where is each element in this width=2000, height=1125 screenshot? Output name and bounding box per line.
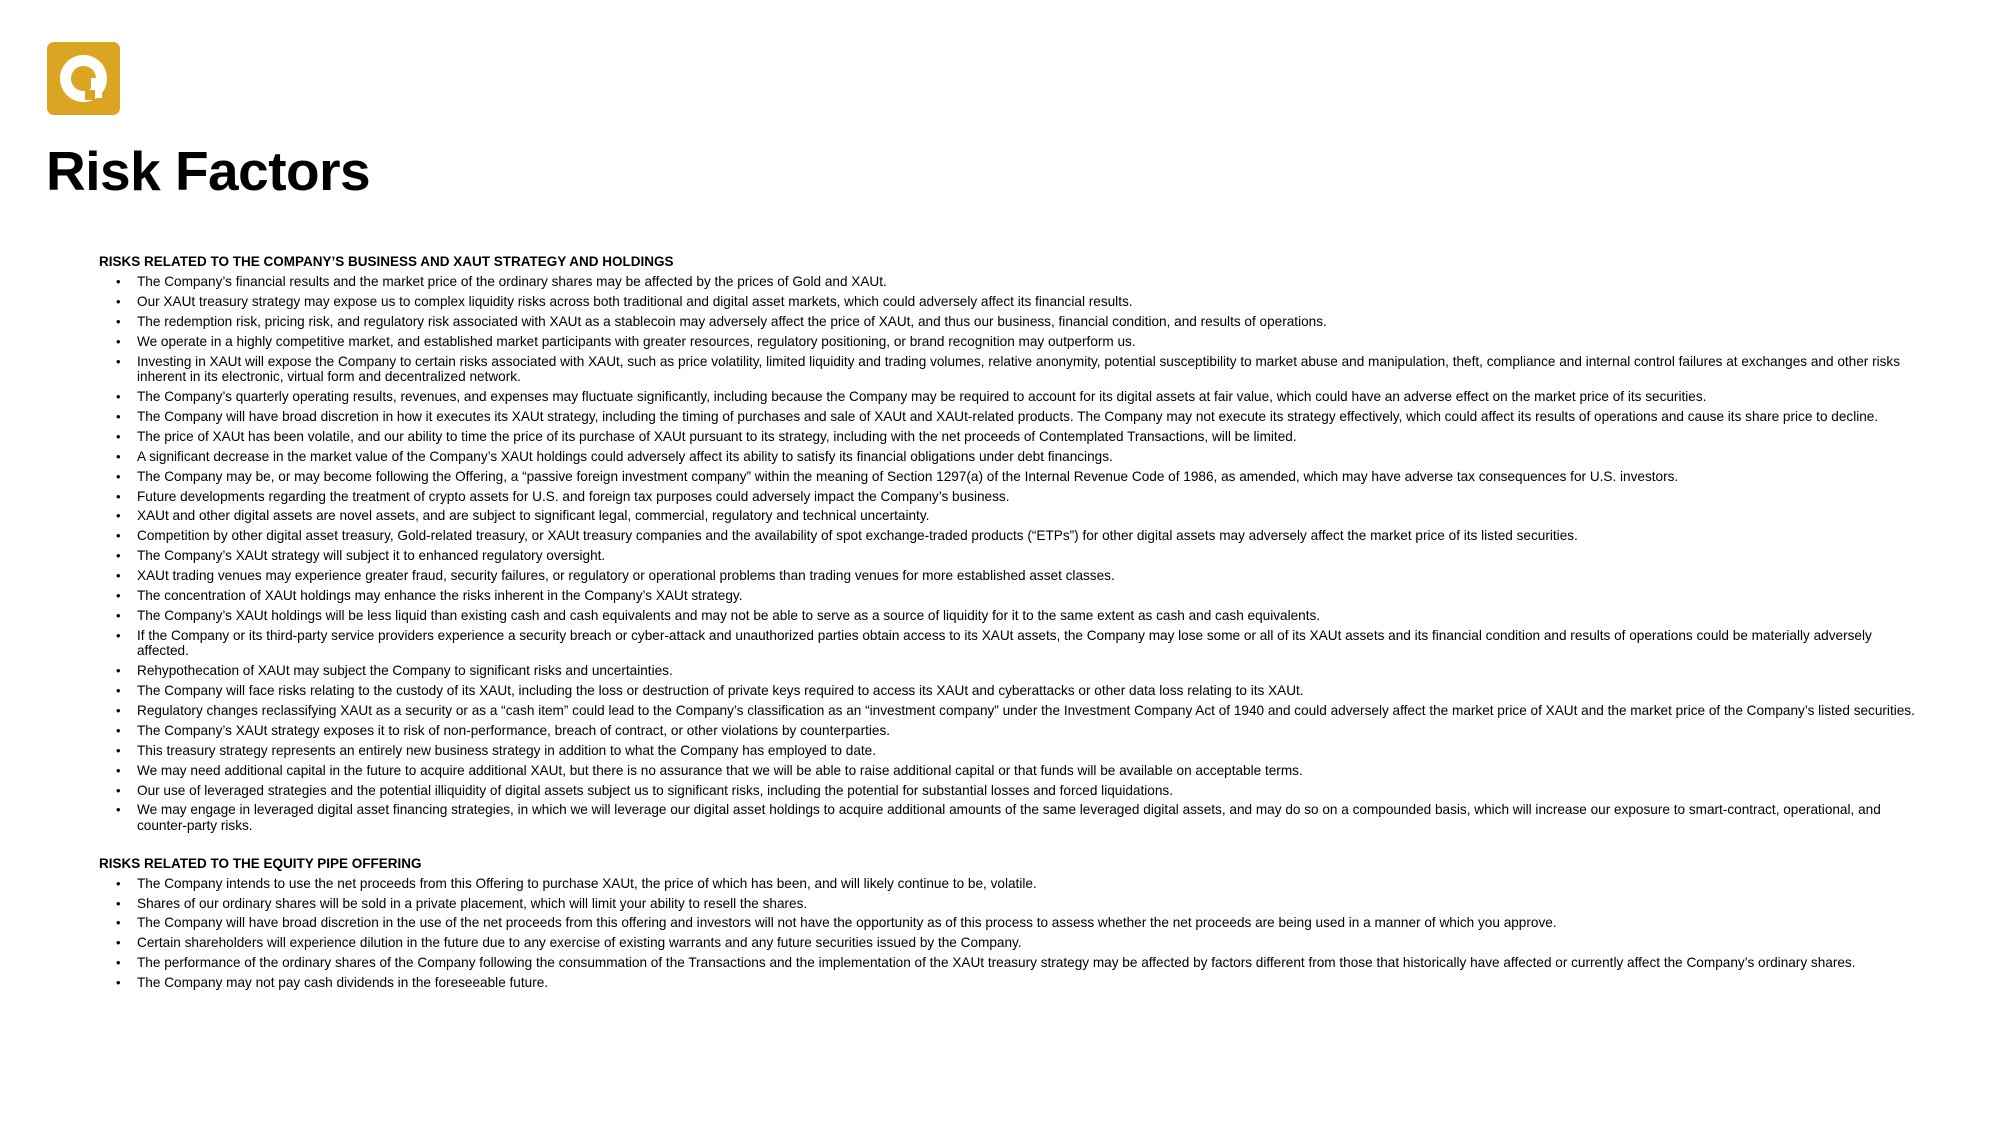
risk-item: • Our XAUt treasury strategy may expose us to complex liquidity risks across both traditional and digital asset markets, which could adversely affect its financial results. [99, 294, 1929, 310]
risk-item: • The Company’s XAUt strategy will subject it to enhanced regulatory oversight. [99, 548, 1929, 564]
company-logo [47, 42, 120, 115]
section-heading: RISKS RELATED TO THE EQUITY PIPE OFFERING [99, 855, 422, 871]
risk-item: • The performance of the ordinary shares of the Company following the consummation of the Transactions and the implementation of the XAUt treasury strategy may be affected by factors different from those that historically have affected or currently affect the Company’s ordinary shares. [99, 955, 1929, 971]
risk-item: • A significant decrease in the market value of the Company’s XAUt holdings could adversely affect its ability to satisfy its financial obligations under debt financings. [99, 449, 1929, 465]
risk-item: • The Company may be, or may become following the Offering, a “passive foreign investment company” within the meaning of Section 1297(a) of the Internal Revenue Code of 1986, as amended, which may have adverse tax consequences for U.S. investors. [99, 469, 1929, 485]
risk-item: • We may engage in leveraged digital asset financing strategies, in which we will leverage our digital asset holdings to acquire additional amounts of the same leveraged digital assets, and may do so on a compounded basis, which will increase our exposure to smart-contract, operational, and counter-party risks. [99, 802, 1929, 833]
risk-item: • The Company’s XAUt strategy exposes it to risk of non-performance, breach of contract, or other violations by counterparties. [99, 723, 1929, 739]
risk-item: • Our use of leveraged strategies and the potential illiquidity of digital assets subject us to significant risks, including the potential for substantial losses and forced liquidations. [99, 783, 1929, 799]
risk-item: • The Company will face risks relating to the custody of its XAUt, including the loss or destruction of private keys required to access its XAUt and cyberattacks or other data loss relating to its XAUt. [99, 683, 1929, 699]
a-letter-icon [47, 42, 120, 115]
risk-item: • The Company’s quarterly operating results, revenues, and expenses may fluctuate significantly, including because the Company may be required to account for its digital assets at fair value, which could have an adverse effect on the market price of its securities. [99, 389, 1929, 405]
risk-item: • The concentration of XAUt holdings may enhance the risks inherent in the Company’s XAUt strategy. [99, 588, 1929, 604]
section-heading: RISKS RELATED TO THE COMPANY’S BUSINESS AND XAUT STRATEGY AND HOLDINGS [99, 254, 674, 269]
risk-item: • The Company will have broad discretion in the use of the net proceeds from this offering and investors will not have the opportunity as of this process to assess whether the net proceeds are being used in a manner of which you approve. [99, 915, 1929, 931]
risk-item: • Competition by other digital asset treasury, Gold-related treasury, or XAUt treasury companies and the availability of spot exchange-traded products (“ETPs”) for other digital assets may adversely affect the market price of its listed securities. [99, 528, 1929, 544]
risk-item: • Certain shareholders will experience dilution in the future due to any exercise of existing warrants and any future securities issued by the Company. [99, 935, 1929, 951]
risk-item: • XAUt trading venues may experience greater fraud, security failures, or regulatory or operational problems than trading venues for more established asset classes. [99, 568, 1929, 584]
risk-list [99, 876, 1929, 991]
risk-item: • Investing in XAUt will expose the Company to certain risks associated with XAUt, such as price volatility, limited liquidity and trading volumes, relative anonymity, potential susceptibility to market abuse and manipulation, theft, compliance and internal control failures at exchanges and other risks inherent in its electronic, virtual form and decentralized network. [99, 354, 1929, 385]
risk-item: • The Company may not pay cash dividends in the foreseeable future. [99, 975, 1929, 991]
risk-item: • We may need additional capital in the future to acquire additional XAUt, but there is no assurance that we will be able to raise additional capital or that funds will be available on acceptable terms. [99, 763, 1929, 779]
risk-item: • Regulatory changes reclassifying XAUt as a security or as a “cash item” could lead to the Company’s classification as an “investment company” under the Investment Company Act of 1940 and could adversely affect the market price of XAUt and the market price of the Company’s listed securities. [99, 703, 1929, 719]
risk-item: • The price of XAUt has been volatile, and our ability to time the price of its purchase of XAUt pursuant to its strategy, including with the net proceeds of Contemplated Transactions, will be limited. [99, 429, 1929, 445]
risk-list [99, 274, 1929, 834]
risk-content [99, 253, 1929, 995]
risk-item: • If the Company or its third-party service providers experience a security breach or cyber-attack and unauthorized parties obtain access to its XAUt assets, the Company may lose some or all of its XAUt assets and its financial condition and results of operations could be materially adversely affected. [99, 628, 1929, 659]
risk-item: • Rehypothecation of XAUt may subject the Company to significant risks and uncertainties. [99, 663, 1929, 679]
section-offering-risks [99, 855, 1929, 991]
risk-item: • We operate in a highly competitive market, and established market participants with greater resources, regulatory positioning, or brand recognition may outperform us. [99, 334, 1929, 350]
risk-item: • XAUt and other digital assets are novel assets, and are subject to significant legal, commercial, regulatory and technical uncertainty. [99, 508, 1929, 524]
risk-item: • Future developments regarding the treatment of crypto assets for U.S. and foreign tax purposes could adversely impact the Company’s business. [99, 489, 1929, 505]
page-title: Risk Factors [46, 140, 371, 202]
risk-item: • The Company intends to use the net proceeds from this Offering to purchase XAUt, the price of which has been, and will likely continue to be, volatile. [99, 876, 1929, 892]
risk-item: • The Company will have broad discretion in how it executes its XAUt strategy, including the timing of purchases and sale of XAUt and XAUt-related products. The Company may not execute its strategy effectively, which could affect its results of operations and cause its share price to decline. [99, 409, 1929, 425]
section-business-risks [99, 253, 1929, 834]
risk-item: • The redemption risk, pricing risk, and regulatory risk associated with XAUt as a stablecoin may adversely affect the price of XAUt, and thus our business, financial condition, and results of operations. [99, 314, 1929, 330]
risk-item: • The Company’s XAUt holdings will be less liquid than existing cash and cash equivalents and may not be able to serve as a source of liquidity for it to the same extent as cash and cash equivalents. [99, 608, 1929, 624]
risk-item: • The Company’s financial results and the market price of the ordinary shares may be affected by the prices of Gold and XAUt. [99, 274, 1929, 290]
risk-item: • Shares of our ordinary shares will be sold in a private placement, which will limit your ability to resell the shares. [99, 896, 1929, 912]
risk-item: • This treasury strategy represents an entirely new business strategy in addition to what the Company has employed to date. [99, 743, 1929, 759]
